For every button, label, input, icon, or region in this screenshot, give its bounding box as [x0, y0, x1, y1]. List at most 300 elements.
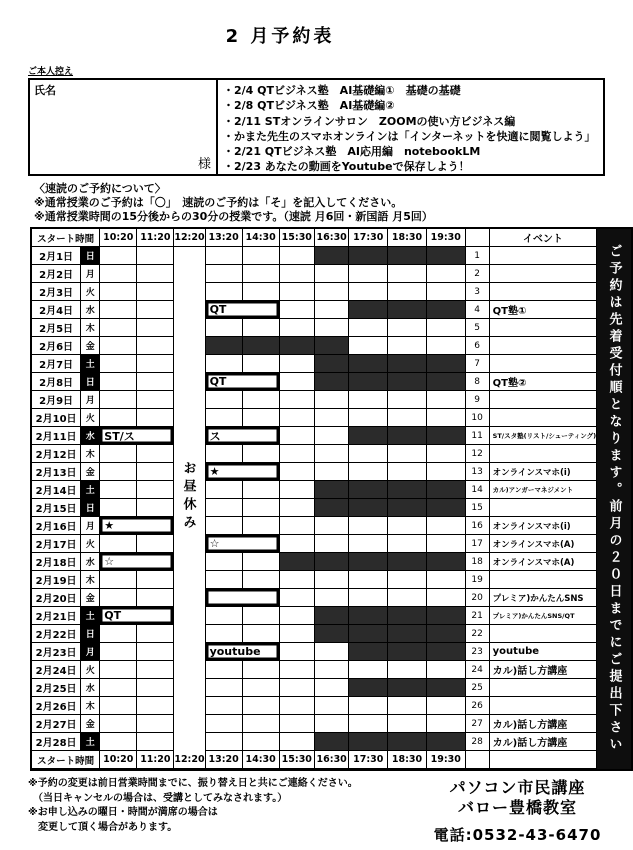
open-slot-cell: [349, 409, 388, 427]
open-slot-cell: [280, 733, 315, 751]
text-line: 〈速読のご予約について〉: [34, 182, 166, 195]
open-slot-cell: [427, 463, 466, 481]
lunch-cell: [174, 481, 205, 499]
closed-slot-cell: [427, 355, 466, 373]
open-slot-cell: [100, 589, 137, 607]
text-line: ※お申し込みの曜日・時間が満席の場合は: [28, 807, 218, 818]
text-line: ・2/8 QTビジネス塾 AI基礎編②: [223, 99, 395, 113]
text-line: ・2/4 QTビジネス塾 AI基礎編① 基礎の基礎: [223, 84, 461, 97]
open-slot-cell: [206, 607, 243, 625]
text-line: ※通常授業時間の15分後からの30分の授業です。（速読 月6回・新国語 月5回）: [34, 210, 433, 223]
open-slot-cell: [206, 265, 243, 283]
open-slot-cell: [206, 445, 243, 463]
closed-slot-cell: [427, 301, 466, 319]
row-number-cell: 19: [466, 571, 490, 589]
open-slot-cell: [137, 265, 174, 283]
time-column-header: 14:30: [243, 751, 280, 769]
day-of-week-cell: 月: [81, 643, 100, 661]
schedule-row: [32, 571, 631, 589]
name-label: 氏名: [34, 84, 56, 97]
schedule-row: [32, 427, 631, 445]
time-column-header: 11:20: [137, 229, 174, 247]
day-of-week-cell: 土: [81, 607, 100, 625]
open-slot-cell: [206, 733, 243, 751]
lunch-cell: [174, 445, 205, 463]
open-slot-cell: [206, 499, 243, 517]
event-column-header: [490, 751, 597, 769]
reservation-box: youtube: [206, 643, 280, 661]
text-line: ・2/11 STオンラインサロン ZOOMの使い方ビジネス編: [223, 114, 516, 128]
contact-block: [420, 778, 615, 845]
day-of-week-cell: 水: [81, 679, 100, 697]
lunch-cell: [174, 661, 205, 679]
closed-slot-cell: [427, 643, 466, 661]
open-slot-cell: [100, 283, 137, 301]
reservation-box: ★: [100, 517, 174, 535]
start-time-header: スタート時間: [32, 229, 100, 247]
event-cell: [490, 265, 597, 283]
closed-slot-cell: [315, 481, 349, 499]
open-slot-cell: [243, 571, 280, 589]
time-column-header: 17:30: [349, 751, 388, 769]
open-slot-cell: [137, 301, 174, 319]
row-number-cell: 3: [466, 283, 490, 301]
open-slot-cell: [280, 409, 315, 427]
reservation-box: ★: [206, 463, 280, 481]
open-slot-cell: [100, 499, 137, 517]
row-number-cell: 26: [466, 697, 490, 715]
open-slot-cell: [206, 409, 243, 427]
closed-slot-cell: [349, 553, 388, 571]
event-cell: QT塾①: [490, 301, 597, 319]
name-cell: [30, 80, 216, 174]
open-slot-cell: [315, 679, 349, 697]
closed-slot-cell: [280, 553, 315, 571]
open-slot-cell: [315, 427, 349, 445]
date-cell: 2月2日: [32, 265, 81, 283]
lunch-break-label: お昼休み: [180, 461, 196, 533]
open-slot-cell: [280, 247, 315, 265]
page-title: 2 月予約表: [225, 26, 335, 47]
open-slot-cell: [100, 481, 137, 499]
date-cell: 2月24日: [32, 661, 81, 679]
date-cell: 2月25日: [32, 679, 81, 697]
open-slot-cell: [100, 445, 137, 463]
open-slot-cell: [280, 319, 315, 337]
event-cell: カル)話し方講座: [490, 661, 597, 679]
open-slot-cell: [280, 427, 315, 445]
lunch-cell: [174, 247, 205, 265]
open-slot-cell: [427, 661, 466, 679]
row-number-cell: 18: [466, 553, 490, 571]
open-slot-cell: [315, 535, 349, 553]
open-slot-cell: [349, 535, 388, 553]
open-slot-cell: [137, 463, 174, 481]
event-cell: プレミア)かんたんSNS/QT: [490, 607, 597, 625]
schedule-row: [32, 499, 631, 517]
open-slot-cell: [243, 697, 280, 715]
start-time-footer: スタート時間: [32, 751, 100, 769]
event-cell: オンラインスマホ(A): [490, 553, 597, 571]
open-slot-cell: [206, 283, 243, 301]
time-column-header: 11:20: [137, 751, 174, 769]
schedule-row: [32, 283, 631, 301]
open-slot-cell: [206, 391, 243, 409]
closed-slot-cell: [427, 607, 466, 625]
open-slot-cell: [427, 445, 466, 463]
date-cell: 2月5日: [32, 319, 81, 337]
row-number-cell: 4: [466, 301, 490, 319]
open-slot-cell: [206, 517, 243, 535]
event-cell: [490, 409, 597, 427]
time-column-header: 18:30: [388, 751, 427, 769]
open-slot-cell: [137, 715, 174, 733]
closed-slot-cell: [388, 733, 427, 751]
day-of-week-cell: 火: [81, 283, 100, 301]
open-slot-cell: [243, 247, 280, 265]
open-slot-cell: [137, 337, 174, 355]
closed-slot-cell: [349, 427, 388, 445]
open-slot-cell: [100, 697, 137, 715]
time-column-header: 15:30: [280, 751, 315, 769]
open-slot-cell: [388, 265, 427, 283]
open-slot-cell: [349, 661, 388, 679]
reservation-box: QT: [206, 373, 280, 391]
time-column-header: 14:30: [243, 229, 280, 247]
open-slot-cell: [243, 607, 280, 625]
open-slot-cell: [137, 481, 174, 499]
date-cell: 2月21日: [32, 607, 81, 625]
open-slot-cell: [427, 715, 466, 733]
open-slot-cell: [243, 625, 280, 643]
event-cell: [490, 247, 597, 265]
open-slot-cell: [243, 265, 280, 283]
time-column-header: 13:20: [206, 751, 243, 769]
open-slot-cell: [137, 625, 174, 643]
closed-slot-cell: [280, 337, 315, 355]
lunch-cell: [174, 409, 205, 427]
day-of-week-cell: 土: [81, 481, 100, 499]
open-slot-cell: [206, 571, 243, 589]
event-cell: [490, 391, 597, 409]
open-slot-cell: [243, 553, 280, 571]
open-slot-cell: [388, 535, 427, 553]
reservation-box: ST/ス: [100, 427, 174, 445]
event-cell: youtube: [490, 643, 597, 661]
time-column-header: 12:20: [174, 229, 205, 247]
open-slot-cell: [349, 517, 388, 535]
open-slot-cell: [100, 625, 137, 643]
open-slot-cell: [243, 355, 280, 373]
open-slot-cell: [315, 409, 349, 427]
open-slot-cell: [349, 283, 388, 301]
open-slot-cell: [137, 409, 174, 427]
row-number-header: [466, 229, 490, 247]
open-slot-cell: [388, 409, 427, 427]
date-cell: 2月3日: [32, 283, 81, 301]
open-slot-cell: [349, 715, 388, 733]
open-slot-cell: [427, 283, 466, 301]
time-column-header: 17:30: [349, 229, 388, 247]
lunch-cell: [174, 337, 205, 355]
open-slot-cell: [137, 679, 174, 697]
closed-slot-cell: [349, 247, 388, 265]
time-column-header: 18:30: [388, 229, 427, 247]
date-cell: 2月28日: [32, 733, 81, 751]
schedule-row: [32, 463, 631, 481]
day-of-week-cell: 火: [81, 535, 100, 553]
open-slot-cell: [137, 445, 174, 463]
schedule-row: [32, 481, 631, 499]
date-cell: 2月1日: [32, 247, 81, 265]
row-number-cell: 16: [466, 517, 490, 535]
closed-slot-cell: [349, 373, 388, 391]
schedule-row: [32, 247, 631, 265]
open-slot-cell: [243, 391, 280, 409]
day-of-week-cell: 金: [81, 337, 100, 355]
schedule-row: [32, 337, 631, 355]
date-cell: 2月15日: [32, 499, 81, 517]
open-slot-cell: [137, 733, 174, 751]
time-column-header: 13:20: [206, 229, 243, 247]
lunch-cell: [174, 391, 205, 409]
closed-slot-cell: [349, 643, 388, 661]
closed-slot-cell: [206, 337, 243, 355]
lunch-cell: [174, 463, 205, 481]
open-slot-cell: [280, 571, 315, 589]
open-slot-cell: [388, 319, 427, 337]
text-line: ※予約の変更は前日営業時間までに、振り替え日と共にご連絡ください。: [28, 778, 358, 789]
open-slot-cell: [206, 697, 243, 715]
closed-slot-cell: [388, 247, 427, 265]
closed-slot-cell: [388, 643, 427, 661]
row-number-cell: 7: [466, 355, 490, 373]
open-slot-cell: [206, 355, 243, 373]
open-slot-cell: [206, 481, 243, 499]
date-cell: 2月27日: [32, 715, 81, 733]
row-number-cell: 8: [466, 373, 490, 391]
day-of-week-cell: 火: [81, 409, 100, 427]
date-cell: 2月6日: [32, 337, 81, 355]
lunch-cell: [174, 553, 205, 571]
honorific-sama: 様: [197, 157, 211, 172]
closed-slot-cell: [427, 553, 466, 571]
lunch-cell: [174, 607, 205, 625]
lunch-cell: [174, 697, 205, 715]
open-slot-cell: [315, 319, 349, 337]
day-of-week-cell: 土: [81, 355, 100, 373]
day-of-week-cell: 日: [81, 625, 100, 643]
date-cell: 2月20日: [32, 589, 81, 607]
open-slot-cell: [206, 319, 243, 337]
time-column-header: 12:20: [174, 751, 205, 769]
lunch-cell: [174, 283, 205, 301]
open-slot-cell: [243, 319, 280, 337]
open-slot-cell: [315, 517, 349, 535]
closed-slot-cell: [349, 355, 388, 373]
open-slot-cell: [100, 535, 137, 553]
row-number-cell: 6: [466, 337, 490, 355]
open-slot-cell: [280, 463, 315, 481]
open-slot-cell: [427, 319, 466, 337]
closed-slot-cell: [388, 481, 427, 499]
closed-slot-cell: [427, 733, 466, 751]
lunch-cell: [174, 589, 205, 607]
row-number-cell: 17: [466, 535, 490, 553]
open-slot-cell: [243, 733, 280, 751]
event-cell: カル)アンガーマネジメント: [490, 481, 597, 499]
closed-slot-cell: [315, 607, 349, 625]
open-slot-cell: [100, 409, 137, 427]
open-slot-cell: [100, 337, 137, 355]
closed-slot-cell: [427, 481, 466, 499]
closed-slot-cell: [349, 733, 388, 751]
open-slot-cell: [315, 643, 349, 661]
date-cell: 2月10日: [32, 409, 81, 427]
schedule-row: [32, 715, 631, 733]
event-cell: ST/スタ塾(リスト/シューティング): [490, 427, 597, 445]
row-number-cell: 28: [466, 733, 490, 751]
row-number-cell: 14: [466, 481, 490, 499]
time-column-header: 10:20: [100, 229, 137, 247]
event-cell: [490, 319, 597, 337]
open-slot-cell: [100, 373, 137, 391]
open-slot-cell: [388, 715, 427, 733]
schedule-row: [32, 355, 631, 373]
open-slot-cell: [100, 463, 137, 481]
open-slot-cell: [137, 589, 174, 607]
open-slot-cell: [349, 463, 388, 481]
open-slot-cell: [243, 283, 280, 301]
open-slot-cell: [349, 265, 388, 283]
open-slot-cell: [100, 319, 137, 337]
phone-number: 電話:0532-43-6470: [433, 826, 602, 844]
open-slot-cell: [280, 535, 315, 553]
open-slot-cell: [427, 517, 466, 535]
closed-slot-cell: [349, 625, 388, 643]
open-slot-cell: [206, 247, 243, 265]
event-cell: プレミア)かんたんSNS: [490, 589, 597, 607]
open-slot-cell: [243, 409, 280, 427]
open-slot-cell: [100, 355, 137, 373]
day-of-week-cell: 土: [81, 733, 100, 751]
time-column-header: 10:20: [100, 751, 137, 769]
text-line: ・かまた先生のスマホオンラインは「インターネットを快適に閲覧しよう」: [223, 129, 596, 143]
open-slot-cell: [100, 715, 137, 733]
open-slot-cell: [280, 661, 315, 679]
closed-slot-cell: [388, 607, 427, 625]
open-slot-cell: [315, 265, 349, 283]
closed-slot-cell: [315, 355, 349, 373]
open-slot-cell: [137, 373, 174, 391]
text-line: ・2/23 あなたの動画をYoutubeで保存しよう！: [223, 160, 470, 174]
open-slot-cell: [100, 733, 137, 751]
schedule-row: [32, 679, 631, 697]
closed-slot-cell: [427, 499, 466, 517]
closed-slot-cell: [388, 679, 427, 697]
open-slot-cell: [243, 715, 280, 733]
open-slot-cell: [280, 697, 315, 715]
closed-slot-cell: [315, 337, 349, 355]
date-cell: 2月26日: [32, 697, 81, 715]
text-line: （当日キャンセルの場合は、受講としてみなされます。）: [28, 792, 288, 804]
closed-slot-cell: [315, 733, 349, 751]
open-slot-cell: [280, 373, 315, 391]
open-slot-cell: [315, 715, 349, 733]
reservation-box: ス: [206, 427, 280, 445]
schedule-table: [30, 227, 633, 771]
schedule-row: [32, 373, 631, 391]
time-column-header: 16:30: [315, 229, 349, 247]
open-slot-cell: [427, 391, 466, 409]
row-number-cell: 25: [466, 679, 490, 697]
open-slot-cell: [280, 481, 315, 499]
open-slot-cell: [100, 265, 137, 283]
event-cell: [490, 283, 597, 301]
row-number-cell: 21: [466, 607, 490, 625]
open-slot-cell: [427, 589, 466, 607]
open-slot-cell: [349, 391, 388, 409]
reservation-box: ☆: [100, 553, 174, 571]
open-slot-cell: [243, 661, 280, 679]
event-bullet-list: [216, 80, 603, 174]
row-number-cell: 12: [466, 445, 490, 463]
open-slot-cell: [427, 265, 466, 283]
row-number-cell: 15: [466, 499, 490, 517]
lunch-cell: [174, 427, 205, 445]
open-slot-cell: [280, 625, 315, 643]
date-cell: 2月7日: [32, 355, 81, 373]
open-slot-cell: [388, 661, 427, 679]
open-slot-cell: [137, 643, 174, 661]
open-slot-cell: [243, 499, 280, 517]
date-cell: 2月11日: [32, 427, 81, 445]
closed-slot-cell: [388, 373, 427, 391]
closed-slot-cell: [315, 499, 349, 517]
open-slot-cell: [280, 715, 315, 733]
lunch-cell: [174, 571, 205, 589]
schedule-row: [32, 391, 631, 409]
schedule-row: [32, 589, 631, 607]
schedule-row: [32, 553, 631, 571]
name-and-events-box: [28, 78, 605, 176]
closed-slot-cell: [427, 247, 466, 265]
open-slot-cell: [280, 265, 315, 283]
row-number-cell: 10: [466, 409, 490, 427]
time-column-header: 15:30: [280, 229, 315, 247]
event-cell: [490, 499, 597, 517]
closed-slot-cell: [427, 679, 466, 697]
row-number-header: [466, 751, 490, 769]
closed-slot-cell: [427, 427, 466, 445]
open-slot-cell: [243, 679, 280, 697]
open-slot-cell: [388, 445, 427, 463]
closed-slot-cell: [427, 625, 466, 643]
event-cell: [490, 625, 597, 643]
open-slot-cell: [206, 625, 243, 643]
date-cell: 2月22日: [32, 625, 81, 643]
open-slot-cell: [280, 355, 315, 373]
open-slot-cell: [388, 283, 427, 301]
event-column-header: イベント: [490, 229, 597, 247]
day-of-week-cell: 日: [81, 373, 100, 391]
event-cell: オンラインスマホ(A): [490, 535, 597, 553]
open-slot-cell: [349, 589, 388, 607]
lunch-cell: [174, 265, 205, 283]
row-number-cell: 20: [466, 589, 490, 607]
date-cell: 2月16日: [32, 517, 81, 535]
schedule-row: [32, 607, 631, 625]
